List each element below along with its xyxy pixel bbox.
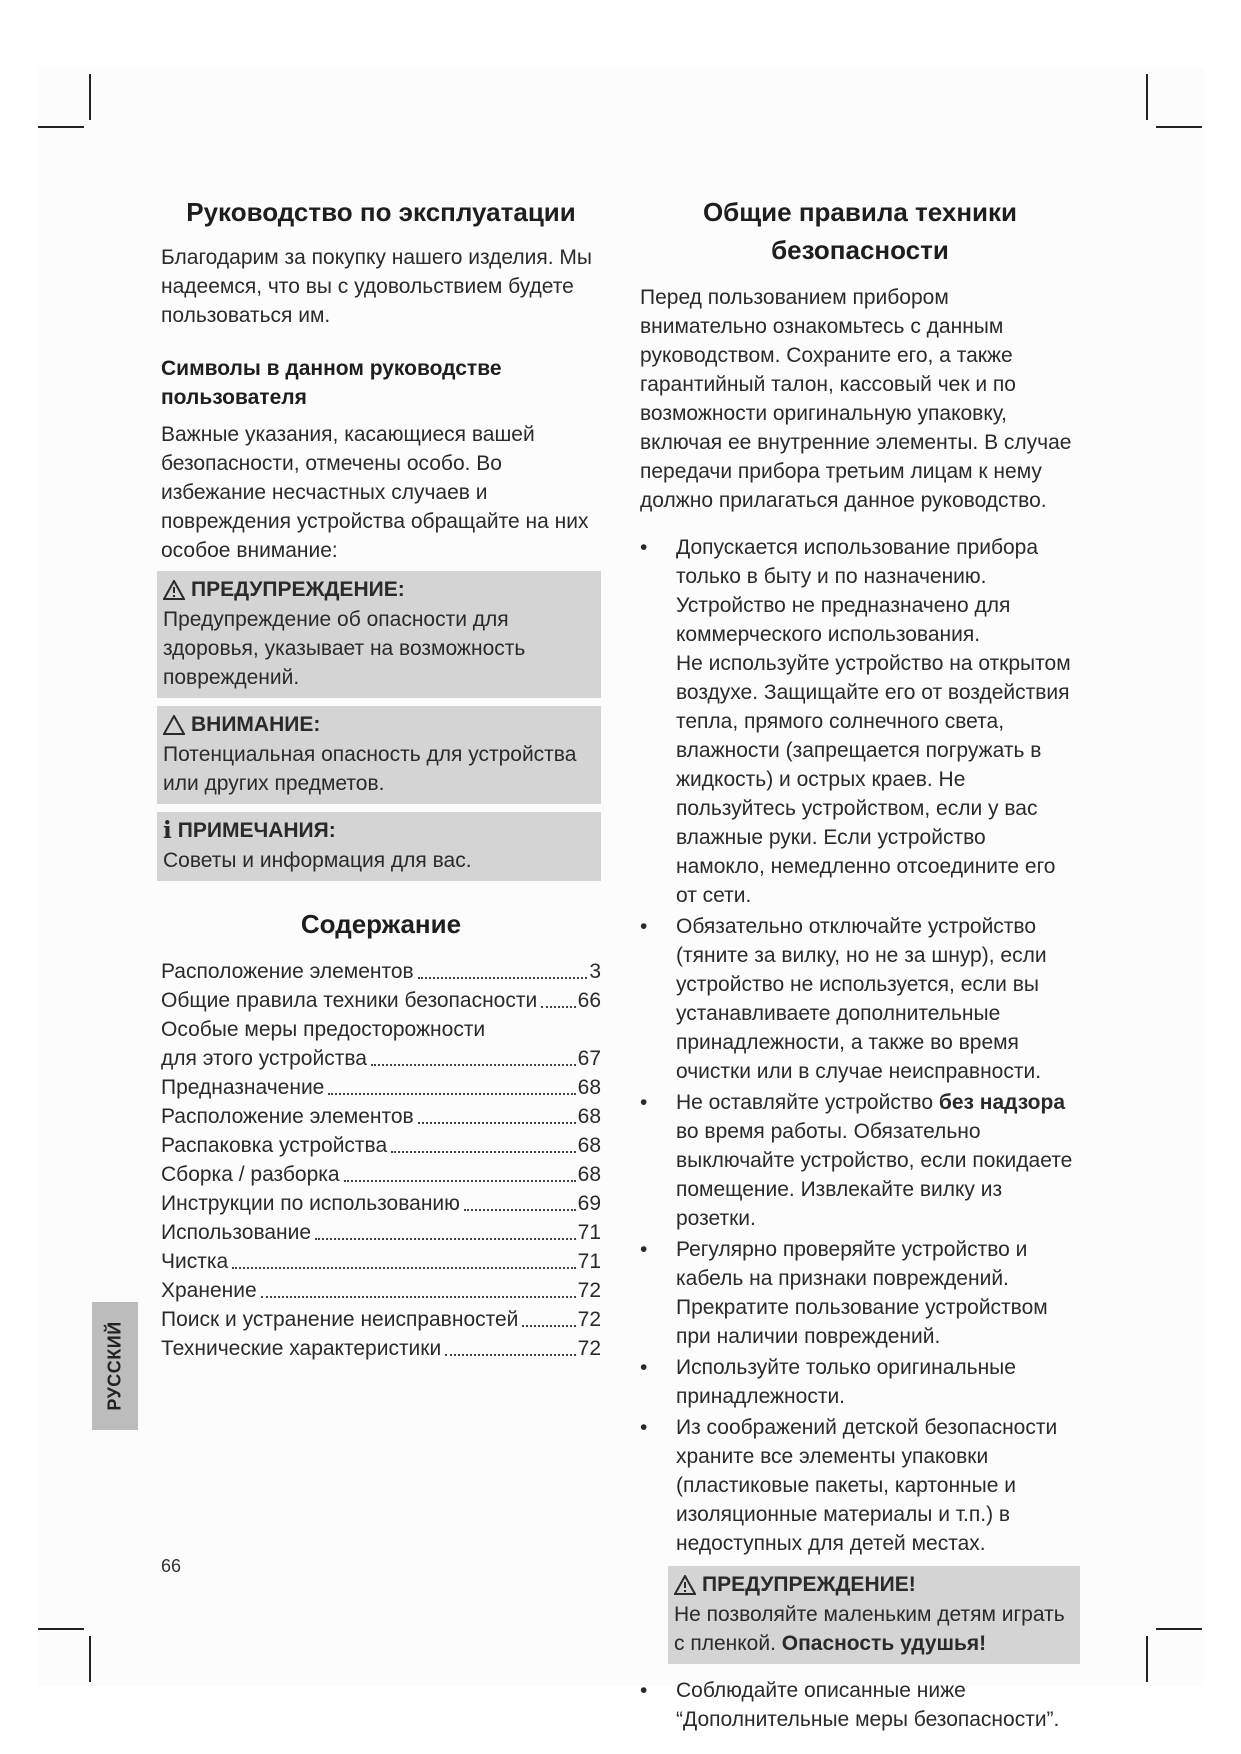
toc-item[interactable]: Расположение элементов 68	[161, 1105, 601, 1128]
warning-text-right: Не позволяйте маленьким детям играть с пленкой. Опасность удушья!	[674, 1603, 1065, 1655]
caution-box	[157, 706, 601, 804]
info-icon: i	[163, 817, 172, 844]
warning-title: ПРЕДУПРЕЖДЕНИЕ:	[191, 578, 405, 601]
list-item: • Обязательно отключайте устройство (тяните за вилку, но не за шнур), если устройство не используется, если вы устанавливаете дополнительные принадлежности, а также во время очистки или в случае неисправности.	[640, 912, 1080, 1086]
warning-triangle-icon	[163, 580, 185, 600]
toc-item[interactable]: Распаковка устройства 68	[161, 1134, 601, 1157]
crop-mark	[38, 1628, 84, 1630]
toc-item[interactable]: Чистка 71	[161, 1250, 601, 1273]
left-column	[161, 193, 601, 1363]
crop-mark	[89, 74, 91, 120]
safety-title	[640, 193, 1080, 269]
toc-item[interactable]: Общие правила техники безопасности 66	[161, 989, 601, 1012]
list-item: • Регулярно проверяйте устройство и кабель на признаки повреждений. Прекратите пользование устройством при наличии повреждений.	[640, 1235, 1080, 1351]
crop-mark	[1146, 74, 1148, 120]
toc-title: Содержание	[300, 909, 462, 939]
language-tab: РУССКИЙ	[92, 1302, 138, 1430]
crop-mark	[1156, 1628, 1202, 1630]
list-item: • Соблюдайте описанные ниже “Дополнительные меры безопасности”.	[640, 1676, 1080, 1734]
warning-title-right: ПРЕДУПРЕЖДЕНИЕ!	[702, 1573, 916, 1596]
toc-item[interactable]: Хранение 72	[161, 1279, 601, 1302]
list-item: • Допускается использование прибора только в быту и по назначению. Устройство не предназначено для коммерческого использования. Не используйте устройство на открытом воздухе. Защищайте его от воздействия тепла, прямого солнечного света, влажности (запрещается погружать в жидкость) и острых краев. Не пользуйтесь устройством, если у вас влажные руки. Если устройство намокло, немедленно отсоедините его от сети.	[640, 533, 1080, 910]
manual-title: Руководство по эксплуатации	[186, 197, 576, 227]
toc-item[interactable]: Поиск и устранение неисправностей 72	[161, 1308, 601, 1331]
symbols-text: Важные указания, касающиеся вашей безопасности, отмечены особо. Во избежание несчастных случаев и повреждения устройства обращайте на них особое внимание:	[161, 423, 589, 562]
toc-item[interactable]: Предназначение 68	[161, 1076, 601, 1099]
note-text: Советы и информация для вас.	[163, 849, 472, 872]
toc-item[interactable]: Инструкции по использованию 69	[161, 1192, 601, 1215]
warning-triangle-icon	[674, 1575, 696, 1595]
table-of-contents	[161, 957, 601, 1363]
list-item: • Используйте только оригинальные принадлежности.	[640, 1353, 1080, 1411]
caution-text: Потенциальная опасность для устройства или других предметов.	[163, 743, 577, 795]
toc-item[interactable]: Расположение элементов 3	[161, 960, 601, 983]
safety-title-line1: Общие правила техники	[702, 197, 1018, 227]
symbols-heading: Символы в данном руководстве пользователя	[161, 357, 502, 409]
safety-list-continued	[640, 1676, 1080, 1734]
safety-title-line2: безопасности	[771, 235, 949, 265]
right-column	[640, 193, 1080, 1736]
crop-mark	[1156, 126, 1202, 128]
intro-text: Благодарим за покупку нашего изделия. Мы надеемся, что вы с удовольствием будете пользоваться им.	[161, 246, 593, 327]
note-title: ПРИМЕЧАНИЯ:	[177, 819, 336, 842]
warning-text: Предупреждение об опасности для здоровья, указывает на возможность повреждений.	[163, 608, 526, 689]
page-number: 66	[161, 1556, 182, 1576]
toc-item[interactable]: Использование 71	[161, 1221, 601, 1244]
toc-item[interactable]: Особые меры предосторожности для этого устройства 67	[161, 1018, 601, 1070]
crop-mark	[38, 126, 84, 128]
note-box	[157, 812, 601, 881]
safety-list	[640, 533, 1080, 1558]
crop-mark	[89, 1636, 91, 1682]
caution-triangle-icon	[163, 715, 185, 735]
caution-title: ВНИМАНИЕ:	[191, 713, 321, 736]
list-item: • Не оставляйте устройство без надзора во время работы. Обязательно выключайте устройство, если покидаете помещение. Извлекайте вилку из розетки.	[640, 1088, 1080, 1233]
warning-box-right	[668, 1566, 1080, 1664]
safety-intro: Перед пользованием прибором внимательно ознакомьтесь с данным руководством. Сохраните его, а также гарантийный талон, кассовый чек и по возможности оригинальную упаковку, включая ее внутренние элементы. В случае передачи прибора третьим лицам к нему должно прилагаться данное руководство.	[640, 286, 1072, 512]
crop-mark	[1146, 1636, 1148, 1682]
toc-item[interactable]: Технические характеристики 72	[161, 1337, 601, 1360]
list-item: • Из соображений детской безопасности храните все элементы упаковки (пластиковые пакеты, картонные и изоляционные материалы и т.п.) в недоступных для детей местах.	[640, 1413, 1080, 1558]
toc-item[interactable]: Сборка / разборка 68	[161, 1163, 601, 1186]
warning-box	[157, 571, 601, 698]
